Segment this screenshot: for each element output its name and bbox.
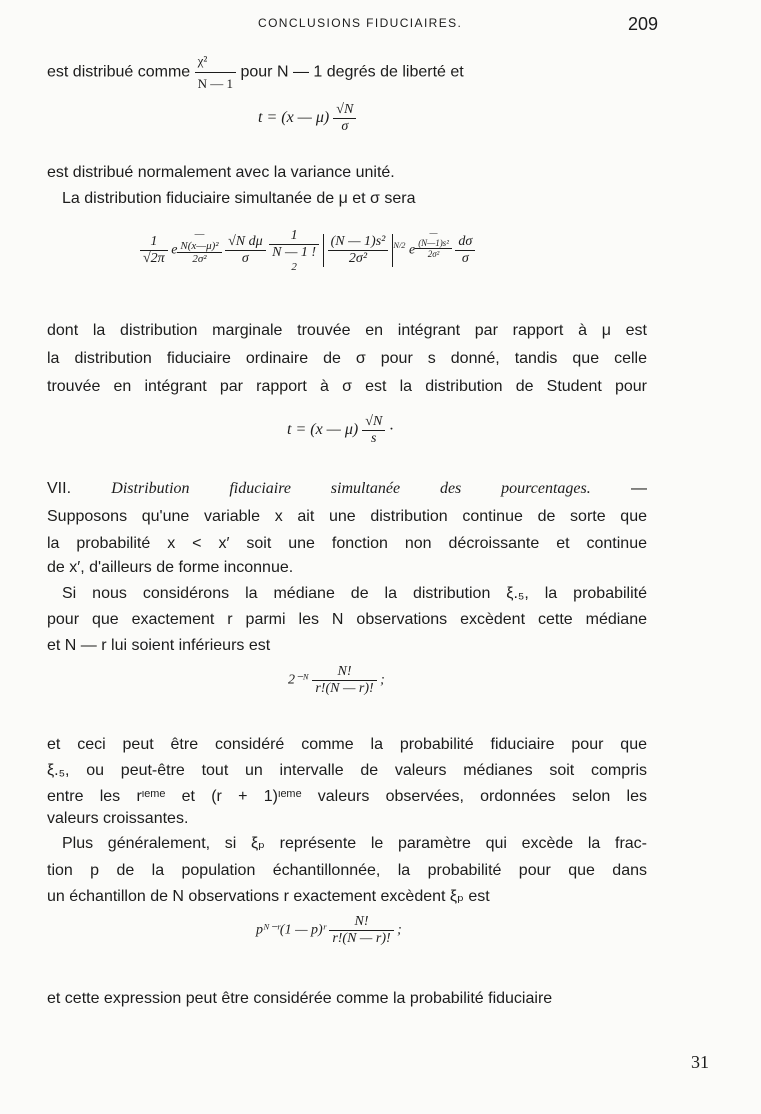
text-line: tion p de la population échantillonnée, la probabilité pour que dans: [47, 862, 647, 879]
signature-number: 31: [691, 1052, 709, 1072]
text-line: valeurs croissantes.: [47, 810, 189, 827]
text-line: Si nous considérons la médiane de la distribution ξ.₅, la probabilité: [62, 585, 647, 602]
text-line: la probabilité x < x′ soit une fonction non décroissante et continue: [47, 535, 647, 552]
text-line: Plus généralement, si ξₚ représente le paramètre qui excède la frac-: [62, 835, 647, 852]
text-line: La distribution fiduciaire simultanée de μ et σ sera: [62, 190, 416, 207]
text-line: et N — r lui soient inférieurs est: [47, 637, 271, 654]
equation-joint-distribution: $\frac{1}{√2\pi}$ e— N(x—μ)² 2σ² $\frac{\text{√N dμ}}{\sigma}$ 1 N — 1 ! 2 $\frac{\text{(N — 1)s²}}{\text{2σ²}}$ $^{N/2}$ e— (N—1)s² 2σ² $\frac{d\sigma}{\sigma}$: [140, 228, 475, 273]
equation: pᴺ⁻ʳ(1 — p)ʳ $\frac{N!}{r!(N — r)!}$ ;: [256, 914, 402, 946]
section-title: Distribution fiduciaire simultanée des pourcentages.: [111, 480, 591, 497]
running-title: CONCLUSIONS FIDUCIAIRES.: [258, 16, 463, 30]
equation: t = (x — μ) $\frac{√N}{\sigma}$: [258, 102, 356, 135]
text-line: trouvée en intégrant par rapport à σ est la distribution de Student pour: [47, 378, 647, 395]
text-line: un échantillon de N observations r exactement excèdent ξₚ est: [47, 888, 490, 905]
text-line: Supposons qu'une variable x ait une distribution continue de sorte que: [47, 508, 647, 525]
text-line: la distribution fiduciaire ordinaire de σ pour s donné, tandis que celle: [47, 350, 647, 367]
text-line: entre les rᶦᵉᵐᵉ et (r + 1)ᶦᵉᵐᵉ valeurs observées, ordonnées selon les: [47, 788, 647, 805]
text-line: et ceci peut être considéré comme la probabilité fiduciaire pour que: [47, 736, 647, 753]
text-line: est distribué normalement avec la variance unité.: [47, 164, 395, 181]
section-heading-line: VII. Distribution fiduciaire simultanée des pourcentages. —: [47, 480, 647, 497]
text-line: et cette expression peut être considérée comme la probabilité fiduciaire: [47, 990, 553, 1007]
page-number: 209: [628, 14, 659, 34]
text-line: pour que exactement r parmi les N observations excèdent cette médiane: [47, 611, 647, 628]
equation: t = (x — μ) $\frac{√N}{s}$ ·: [287, 414, 394, 446]
fraction: $\frac{\text{χ²}}{N — 1}$: [195, 50, 236, 95]
text-line: est distribué comme $\frac{\text{χ²}}{N — 1}$ pour N — 1 degrés de liberté et: [47, 50, 647, 95]
text-line: de x′, d'ailleurs de forme inconnue.: [47, 559, 294, 576]
equation: 2⁻ᴺ $\frac{N!}{r!(N — r)!}$ ;: [288, 664, 385, 696]
text-line: dont la distribution marginale trouvée en intégrant par rapport à μ est: [47, 322, 647, 339]
text-line: ξ.₅, ou peut-être tout un intervalle de valeurs médianes soit compris: [47, 762, 647, 779]
